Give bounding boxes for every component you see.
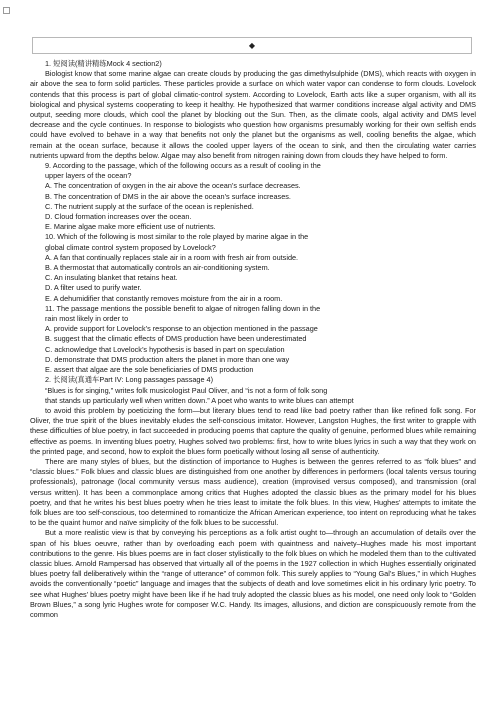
text-line: 2. 长阅读(真通车Part IV: Long passages passage 4) <box>45 375 214 385</box>
text-line: E. assert that algae are the sole beneficiaries of DMS production <box>45 365 254 375</box>
passage-paragraph: Biologist know that some marine algae can create clouds by producing the gas dimethylsulphide (DMS), which reacts with oxygen in air above the sea to form solid particles. These particles provide a surface on which water vapor can condense to form clouds. Lovelock contends that this process is part of global climatic-control system. According to Lovelock, Earth acts like a super organism, with all its biological and physical systems cooperating to keep it healthy. He hypothesized that warmer conditions increase algal activity and DMS output, seeding more clouds, which cool the planet by blocking out the Sun. Then, as the climate cools, algal activity and DMS level decrease and the cycle continues. In response to biologists who question how organisms presumably working for their own selfish ends could have evolved to behave in a way that benefits not only the planet but the organisms as well, cooling benefits the algae, which remain at the ocean surface, because it allows the cooled upper layers of the ocean to sink, and then the circulating water carries nutrients upward from the depths below. Algae may also benefit from nitrogen raining down from clouds they have helped to form. <box>30 69 476 160</box>
passage-paragraph: to avoid this problem by poeticizing the form—but literary blues tend to read like bad poetry rather than like refined folk song. For Oliver, the true spirit of the blues inevitably eludes the self-conscious imitator. However, Langston Hughes, the first writer to grapple with these difficulties of blue poetry, in fact succeeded in producing poems that capture the quality of genuine, performed blues while remaining effective as poems. In inventing blues poetry, Hughes solved two problems: first, how to write blues lyrics in such a way that they work on the printed page, and second, how to exploit the blues form poetically without losing all sense of authenticity. <box>30 405 476 456</box>
text-line: A. The concentration of oxygen in the air above the ocean’s surface decreases. <box>45 181 301 191</box>
document-body <box>30 59 476 620</box>
text-line: C. An insulating blanket that retains heat. <box>45 273 178 283</box>
text-line: E. A dehumidifier that constantly removes moisture from the air in a room. <box>45 293 283 303</box>
text-line: D. demonstrate that DMS production alters the planet in more than one way <box>45 354 290 364</box>
text-line: D. Cloud formation increases over the ocean. <box>45 212 192 222</box>
text-line: 10. Which of the following is most similar to the role played by marine algae in the <box>45 232 309 242</box>
text-line: “Blues is for singing,” writes folk musicologist Paul Oliver, and “is not a form of folk song <box>45 385 328 395</box>
text-line: C. The nutrient supply at the surface of the ocean is replenished. <box>45 201 254 211</box>
text-line: A. provide support for Lovelock’s response to an objection mentioned in the passage <box>45 324 318 334</box>
passage-paragraph: There are many styles of blues, but the distinction of importance to Hughes is between the genres referred to as “folk blues” and “classic blues.” Folk blues and classic blues are distinguished from one another by differences in performers (local talents versus touring professionals), patronage (local community versus mass audience), creation (improvised versus composed), and transmission (oral versus written). It has been a commonplace among critics that Hughes adopted the classic blues as the primary model for his blues poetry, and that he writes his best blues poetry when he tries least to imitate the folk blues. In this view, Hughes’ attempts to imitate the folk blues are too self-conscious, too determined to romanticize the African American experience, too intent on reproducing what he takes to be the quaint humor and naïve simplicity of the folk blues to be successful. <box>30 456 476 528</box>
text-line: D. A filter used to purify water. <box>45 283 142 293</box>
text-line: A. A fan that continually replaces stale air in a room with fresh air from outside. <box>45 252 299 262</box>
text-line: E. Marine algae make more efficient use of nutrients. <box>45 222 216 232</box>
text-line: rain most likely in order to <box>45 314 129 324</box>
text-line: B. A thermostat that automatically controls an air-conditioning system. <box>45 263 270 273</box>
text-line: 1. 短阅读(精讲精练Mock 4 section2) <box>45 59 162 68</box>
text-line: global climate control system proposed by Lovelock? <box>45 242 216 252</box>
page-corner-marker <box>3 7 10 14</box>
text-line: upper layers of the ocean? <box>45 171 132 181</box>
text-line: B. suggest that the climatic effects of DMS production have been underestimated <box>45 334 307 344</box>
text-line: that stands up particularly well when written down.” A poet who wants to write blues can attempt <box>45 395 354 405</box>
text-line: 9. According to the passage, which of the following occurs as a result of cooling in the <box>45 161 321 171</box>
diamond-icon: ◆ <box>248 40 256 50</box>
passage-paragraph: But a more realistic view is that by conveying his perceptions as a folk artist ought to—through an accumulation of details over the span of his blues oeuvre, rather than by overloading each poem with quaintness and naivety–Hughes made his most important contributions to the genre. His blues poems are in fact closer stylistically to the folk blues on which he modeled them than to the cultivated classic blues. Arnold Rampersad has observed that virtually all of the poems in the 1927 collection in which Hughes essentially originated blues poetry fall deliberatively within the “range of utterance” of common folk. This surely applies to “Young Gal’s Blues,” in which Hughes avoids the conventionally “poetic” language and images that the subjects of death and love sometimes elicit in his ordinary lyric poetry. To see what Hughes’ blues poetry might have been like if he had truly adopted the classic blues as his model, one need only look to “Golden Brown Blues,” a song lyric Hughes wrote for composer W.C. Handy. Its images, allusions, and diction are conspicuously remote from the common <box>30 528 476 619</box>
text-line: 11. The passage mentions the possible benefit to algae of nitrogen falling down in the <box>45 303 321 313</box>
text-line: C. acknowledge that Lovelock’s hypothesis is based in part on speculation <box>45 344 285 354</box>
header-box <box>32 37 472 54</box>
text-line: B. The concentration of DMS in the air above the ocean’s surface increases. <box>45 191 291 201</box>
